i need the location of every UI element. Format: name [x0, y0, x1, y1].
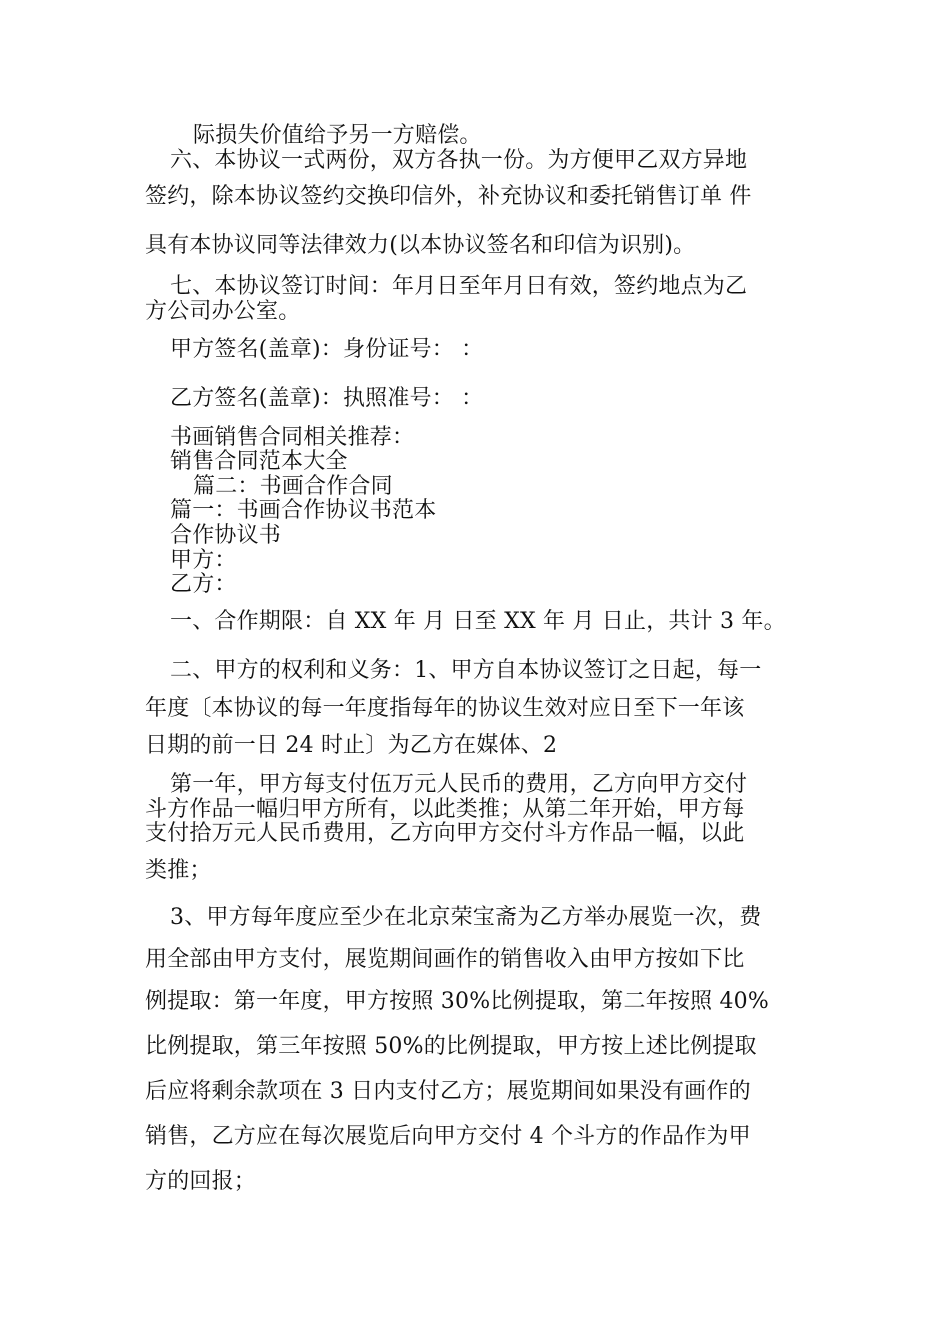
party-b-label: 乙方：	[170, 572, 237, 597]
first-year-line-4: 类推；	[145, 858, 212, 883]
first-year-line-1: 第一年，甲方每支付伍万元人民币的费用，乙方向甲方交付	[170, 772, 748, 797]
clause-6-line-3: 具有本协议同等法律效力(以本协议签名和印信为识别)。	[145, 233, 696, 258]
clause-2-line-3: 日期的前一日 24 时止〕为乙方在媒体、2	[145, 733, 558, 758]
first-year-line-3: 支付拾万元人民币费用，乙方向甲方交付斗方作品一幅，以此	[145, 821, 745, 846]
clause-3-line-3: 例提取：第一年度，甲方按照 30%比例提取，第二年按照 40%	[145, 989, 769, 1014]
recommend-item-1: 销售合同范本大全	[170, 449, 348, 474]
clause-3-line-2: 用全部由甲方支付，展览期间画作的销售收入由甲方按如下比	[145, 947, 745, 972]
clause-7-line-2: 方公司办公室。	[145, 299, 301, 324]
text-line-1: 际损失价值给予另一方赔偿。	[193, 123, 482, 148]
party-a-label: 甲方：	[170, 548, 237, 573]
clause-2-line-2: 年度〔本协议的每一年度指每年的协议生效对应日至下一年该	[145, 696, 745, 721]
clause-2-line-1: 二、甲方的权利和义务：1、甲方自本协议签订之日起，每一	[170, 658, 762, 683]
recommend-item-3: 篇一：书画合作协议书范本	[170, 498, 437, 523]
agreement-title: 合作协议书	[170, 523, 282, 548]
clause-3-line-7: 方的回报；	[145, 1169, 257, 1194]
clause-3-line-6: 销售，乙方应在每次展览后向甲方交付 4 个斗方的作品作为甲	[145, 1124, 751, 1149]
clause-3-line-1: 3、甲方每年度应至少在北京荣宝斋为乙方举办展览一次，费	[170, 905, 762, 930]
clause-3-line-4: 比例提取，第三年按照 50%的比例提取，甲方按上述比例提取	[145, 1034, 757, 1059]
party-b-signature-line: 乙方签名(盖章)：执照准号： ：	[170, 386, 484, 411]
clause-3-line-5: 后应将剩余款项在 3 日内支付乙方；展览期间如果没有画作的	[145, 1079, 751, 1104]
clause-6-line-2: 签约，除本协议签约交换印信外，补充协议和委托销售订单 件	[145, 184, 752, 209]
recommend-heading: 书画销售合同相关推荐：	[170, 425, 415, 450]
clause-7-line-1: 七、本协议签订时间：年月日至年月日有效，签约地点为乙	[170, 274, 748, 299]
clause-6-line-1: 六、本协议一式两份，双方各执一份。为方便甲乙双方异地	[170, 148, 748, 173]
recommend-item-2: 篇二：书画合作合同	[193, 474, 393, 499]
first-year-line-2: 斗方作品一幅归甲方所有，以此类推；从第二年开始，甲方每	[145, 797, 745, 822]
term-clause: 一、合作期限：自 XX 年 月 日至 XX 年 月 日止，共计 3 年。	[170, 609, 786, 634]
party-a-signature-line: 甲方签名(盖章)：身份证号： ：	[170, 337, 484, 362]
